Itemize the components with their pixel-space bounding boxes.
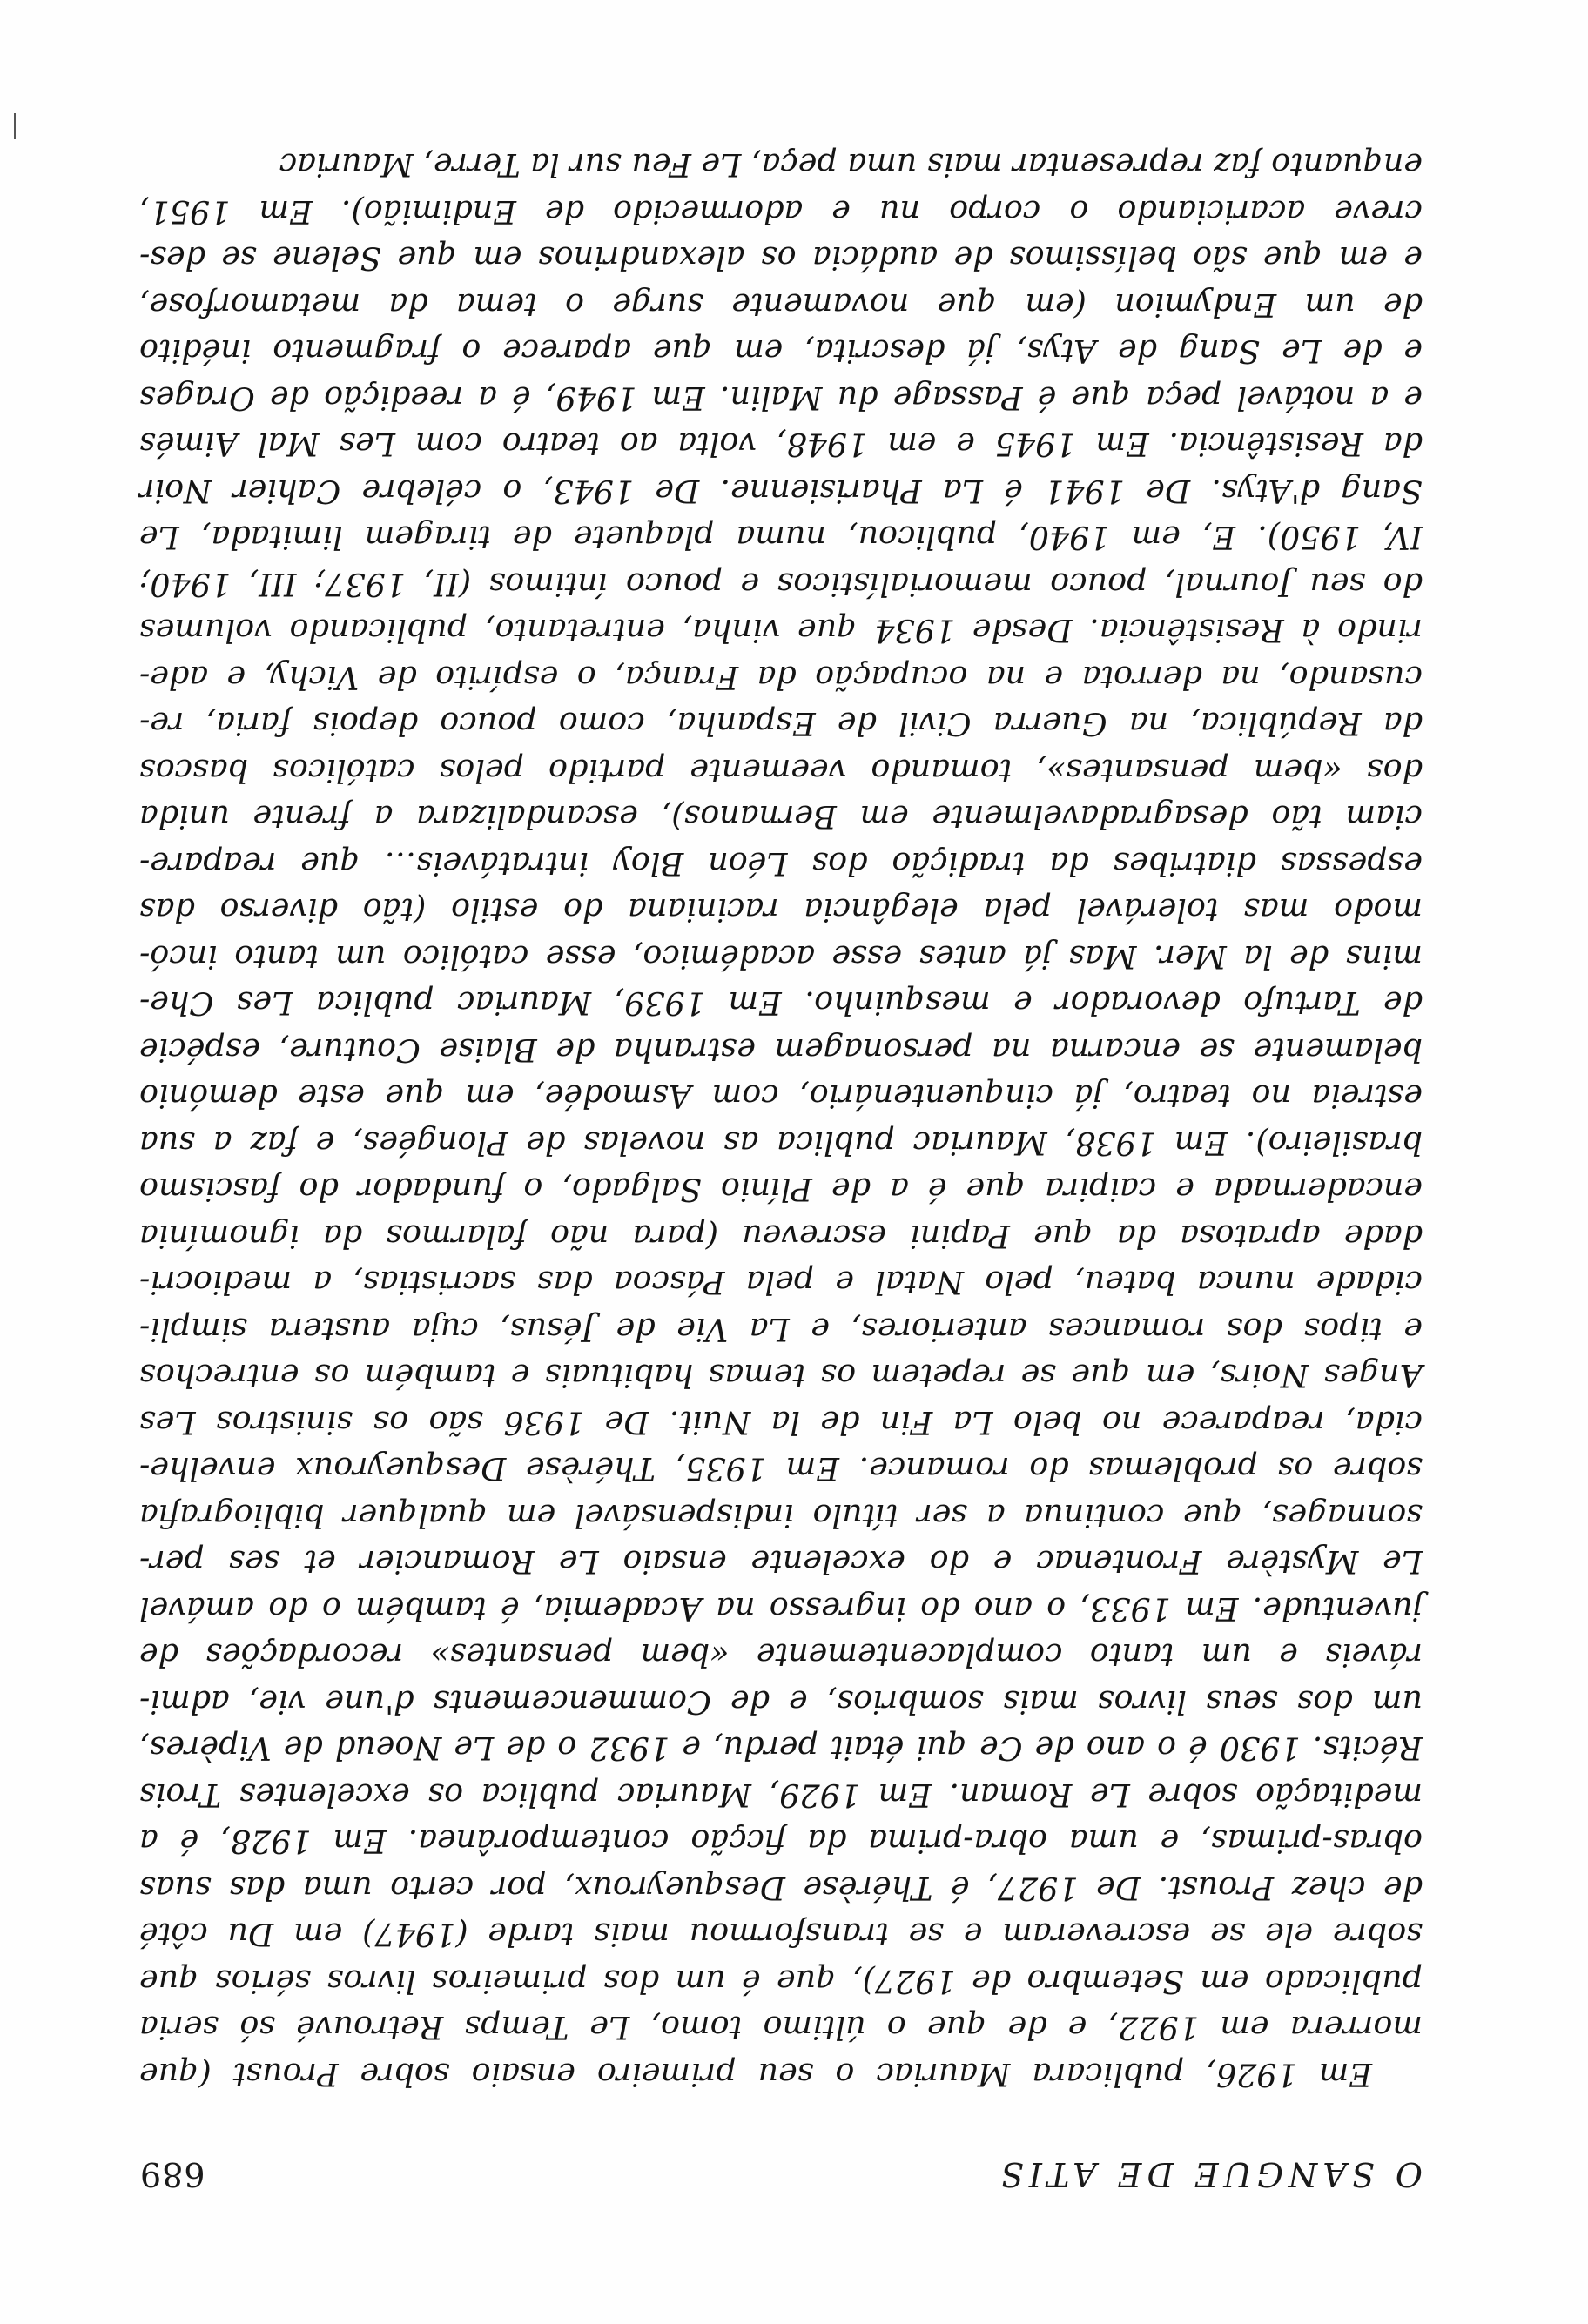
text-line: sobre os problemas do romance. Em 1935, Thérèse Desqueyroux envelhe- xyxy=(139,1450,1423,1488)
text-line: belamente se encarna na personagem estranha de Blaise Couture, espécie xyxy=(139,1031,1423,1069)
text-line: creve acariciando o corpo nu e adormecido de Endimião). Em 1951, xyxy=(139,193,1423,231)
text-line: da República, na Guerra Civil de Espanha, como pouco depois faria, re- xyxy=(139,705,1423,743)
text-line: IV, 1950). E, em 1940, publicou, numa plaquete de tiragem limitada, Le xyxy=(139,519,1423,557)
text-line: e a notável peça que é Passage du Malin. Em 1949, é a reedição de Orages xyxy=(139,379,1423,417)
text-line: Le Mystère Frontenac e do excelente ensaio Le Romancier et ses per- xyxy=(139,1543,1423,1582)
text-line: ráveis e um tanto complacentemente «bem pensantes» recordações de xyxy=(139,1636,1423,1675)
text-line: modo mas tolerável pela elegância raciniana do estilo (tão diverso das xyxy=(139,891,1423,930)
text-line: Em 1926, publicara Mauriac o seu primeiro ensaio sobre Proust (que xyxy=(139,2056,1372,2093)
text-line: meditação sobre Le Roman. Em 1929, Mauriac publica os excelentes Trois xyxy=(139,1777,1423,1814)
text-line: encadernada e caipira que é a de Plínio Salgado, o fundador do fascismo xyxy=(139,1171,1423,1209)
text-line: Anges Noirs, em que se repetem os temas habituais e também os entrechos xyxy=(139,1357,1423,1395)
text-line: cusando, na derrota e na ocupação da França, o espírito de Vichy, e ade- xyxy=(139,659,1423,696)
text-line: e de Le Sang de Atys, já descrita, em que aparece o fragmento inédito xyxy=(139,332,1423,371)
body-text xyxy=(139,142,1423,2098)
text-line: da Resistência. Em 1945 e em 1948, volta ao teatro com Les Mal Aimés xyxy=(139,426,1423,464)
text-line: um dos seus livros mais sombrios, e de Commencements d'une vie, admi- xyxy=(139,1683,1423,1721)
running-title: O SANGUE DE ATIS xyxy=(995,2155,1423,2193)
text-line: brasileiro). Em 1938, Mauriac publica as novelas de Plongées, e faz a sua xyxy=(139,1125,1423,1162)
text-line: juventude. Em 1933, o ano do ingresso na Academia, é também o do amável xyxy=(139,1590,1423,1628)
text-line: sonnages, que continua a ser título indispensável em qualquer bibliografia xyxy=(139,1497,1423,1535)
scan-edge-mark xyxy=(14,113,16,139)
text-line: estreia no teatro, já cinquentenário, com Asmodée, em que este demónio xyxy=(139,1078,1423,1116)
page-number: 689 xyxy=(139,2155,205,2193)
text-line: obras-primas, e uma obra-prima da ficção contemporânea. Em 1928, é a xyxy=(139,1823,1423,1861)
text-line: rindo à Resistência. Desde 1934 que vinha, entretanto, publicando volumes xyxy=(139,612,1423,650)
text-line: de chez Proust. De 1927, é Thérèse Desqueyroux, por certo uma das suas xyxy=(139,1870,1423,1907)
text-line: Récits. 1930 é o ano de Ce qui était perdu, e 1932 o de Le Noeud de Vipères, xyxy=(139,1730,1423,1768)
text-line: cida, reaparece no belo La Fin de la Nuit. De 1936 são os sinistros Les xyxy=(139,1404,1423,1441)
text-line: espessas diatribes da tradição dos Léon Bloy intratáveis… que reapare- xyxy=(139,845,1423,883)
text-line: Sang d'Atys. De 1941 é La Pharisienne. De 1943, o célebre Cahier Noir xyxy=(139,473,1423,510)
text-line: dos «bem pensantes», tomando veemente partido pelos católicos bascos xyxy=(139,752,1423,789)
text-line: enquanto faz representar mais uma peça, Le Feu sur la Terre, Mauriac xyxy=(279,146,1423,185)
text-line: do seu Journal, pouco memorialísticos e pouco íntimos (II, 1937; III, 1940; xyxy=(139,566,1423,603)
text-line: morrera em 1922, e de que o último tomo, Le Temps Retrouvé só seria xyxy=(139,2009,1423,2047)
text-line: de um Endymion (em que novamente surge o tema da metamorfose, xyxy=(139,286,1423,324)
text-line: mins de la Mer. Mas já antes esse académico, esse católico um tanto incó- xyxy=(139,938,1423,976)
text-line: e em que são belíssimos de audácia os alexandrinos em que Selene se des- xyxy=(139,239,1423,278)
text-line: sobre ele se escreveram e se transformou mais tarde (1947) em Du côté xyxy=(139,1916,1423,1954)
text-line: e tipos dos romances anteriores, e La Vie de Jésus, cuja austera simpli- xyxy=(139,1311,1423,1348)
page-header xyxy=(139,2141,1423,2193)
text-line: publicado em Setembro de 1927), que é um dos primeiros livros sérios que xyxy=(139,1963,1423,2000)
text-line: de Tartufo devorador e mesquinho. Em 1939, Mauriac publica Les Che- xyxy=(139,984,1423,1023)
text-line: dade apratosa da que Papini escreveu (para não falarmos da ignomínia xyxy=(139,1218,1423,1255)
text-line: cidade nunca bateu, pelo Natal e pela Páscoa das sacristias, a mediocri- xyxy=(139,1264,1423,1302)
text-line: ciam tão desagradavelmente em Bernanos), escandalizara a frente unida xyxy=(139,798,1423,836)
